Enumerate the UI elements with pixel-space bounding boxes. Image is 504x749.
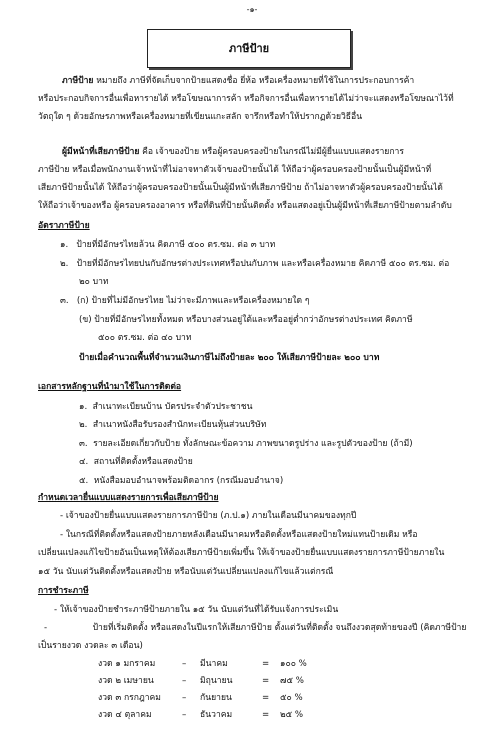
- rate-text-2-cont: ๒๐ บาท: [79, 277, 109, 287]
- payment-line-2: [44, 624, 466, 633]
- document-item-text: สถานที่ติดตั้งหรือแสดงป้าย: [93, 457, 193, 467]
- rate-number-2: ๒.: [60, 259, 69, 269]
- taxpayer-line-1: [62, 148, 404, 157]
- payment-heading: การชำระภาษี: [38, 586, 89, 596]
- document-item-text: สำเนาทะเบียนบ้าน บัตรประจำตัวประชาชน: [92, 402, 253, 412]
- payment-line-1: - ให้เจ้าของป้ายชำระภาษีป้ายภายใน ๑๕ วัน นับแต่วันที่ได้รับแจ้งการประเมิน: [54, 605, 339, 615]
- quarter-table: [98, 656, 324, 724]
- document-item: [79, 440, 413, 449]
- intro-line-2: หรือประกอบกิจการอื่นเพื่อหารายได้ หรือโฆษณาการค้า หรือกิจการอื่นเพื่อหารายได้ไม่ว่าจะแสดงหรือโฆษณาไว้ที่: [38, 94, 454, 104]
- documents-heading: เอกสารหลักฐานที่นำมาใช้ในการติดต่อ: [38, 382, 182, 392]
- quarter-label: งวด ๑ มกราคม: [98, 659, 156, 670]
- payment-dash: -: [44, 623, 48, 633]
- payment-line-3: เป็นรายงวด งวดละ ๓ เดือน): [38, 641, 143, 651]
- document-item: [79, 458, 193, 467]
- quarter-end: มีนาคม: [200, 659, 228, 670]
- rate-item-2: [60, 260, 449, 269]
- quarter-row: [98, 690, 324, 707]
- minimum-tax-note: ป้ายเมื่อคำนวณพื้นที่จำนวนเงินภาษีไม่ถึงป้ายละ ๒๐๐ ให้เสียภาษีป้ายละ ๒๐๐ บาท: [79, 353, 380, 363]
- deadline-heading: กำหนดเวลายื่นแบบแสดงรายการเพื่อเสียภาษีป้าย: [38, 493, 219, 503]
- quarter-pct: ๕๐ %: [280, 693, 303, 704]
- quarter-eq: =: [262, 676, 270, 687]
- rate-number-1: ๑.: [60, 240, 69, 250]
- quarter-dash: –: [182, 710, 187, 721]
- quarter-end: มิถุนายน: [200, 676, 233, 687]
- intro-line-3: วัตถุใด ๆ ด้วยอักษรภาพหรือเครื่องหมายที่เขียนแกะสลัก จารึกหรือทำให้ปรากฏด้วยวิธีอื่น: [38, 112, 363, 122]
- document-item: [79, 421, 266, 430]
- taxpayer-text-1: คือ เจ้าของป้าย หรือผู้ครอบครองป้ายในกรณีไม่มีผู้ยื่นแบบแสดงรายการ: [142, 147, 404, 157]
- page-number: -๑-: [246, 5, 258, 14]
- document-item-number: ๕.: [79, 476, 89, 486]
- rate-text-1: ป้ายที่มีอักษรไทยล้วน คิดภาษี ๕๐๐ ตร.ซม. ต่อ ๓ บาท: [76, 240, 276, 250]
- document-item-number: ๔.: [79, 457, 89, 467]
- rate-text-3a: (ก) ป้ายที่ไม่มีอักษรไทย ไม่ว่าจะมีภาพและหรือเครื่องหมายใด ๆ: [76, 296, 310, 306]
- quarter-label: งวด ๒ เมษายน: [98, 676, 154, 687]
- document-item-number: ๓.: [79, 439, 88, 449]
- quarter-dash: –: [182, 693, 187, 704]
- rate-item-1: [60, 241, 275, 250]
- taxpayer-line-4: ให้ถือว่าเจ้าของหรือ ผู้ครอบครองอาคาร หรือที่ดินที่ป้ายนั้นติดตั้ง หรือแสดงอยู่เป็นผู้มีหน้าที่เสียภาษีป้ายตามลำดับ: [38, 201, 452, 211]
- intro-text-1: หมายถึง ภาษีที่จัดเก็บจากป้ายแสดงชื่อ ยี่ห้อ หรือเครื่องหมายที่ใช้ในการประกอบการค้า: [96, 76, 415, 86]
- taxpayer-line-3: เสียภาษีป้ายนั้นได้ ให้ถือว่าผู้ครอบครองป้ายนั้นเป็นผู้มีหน้าที่เสียภาษีป้าย ถ้าไม่อาจหาตัวผู้ครอบครองป้ายนั้นได้: [38, 183, 443, 193]
- quarter-label: งวด ๓ กรกฎาคม: [98, 693, 161, 704]
- taxpayer-line-2: ภาษีป้าย หรือเมื่อพนักงานเจ้าหน้าที่ไม่อาจหาตัวเจ้าของป้ายนั้นได้ ให้ถือว่าผู้ครอบครองป้ายนั้นเป็นผู้มีหน้าที่: [38, 165, 432, 175]
- quarter-pct: ๑๐๐ %: [280, 659, 307, 670]
- quarter-label: งวด ๔ ตุลาคม: [98, 710, 152, 721]
- rates-heading: อัตราภาษีป้าย: [38, 221, 90, 231]
- rate-number-3: ๓.: [60, 296, 69, 306]
- intro-term: ภาษีป้าย: [62, 76, 94, 86]
- quarter-row: [98, 656, 324, 673]
- payment-text-2: ป้ายที่เริ่มติดตั้ง หรือแสดงในปีแรกให้เสียภาษีป้าย ตั้งแต่วันที่ติดตั้ง จนถึงงวดสุดท้ายของปี (คิดภาษีป้าย: [92, 623, 467, 633]
- deadline-line-4: ๑๕ วัน นับแต่วันติดตั้งหรือแสดงป้าย หรือนับแต่วันเปลี่ยนแปลงแก้ไขแล้วแต่กรณี: [38, 567, 334, 577]
- quarter-eq: =: [262, 659, 270, 670]
- quarter-end: กันยายน: [200, 693, 232, 704]
- document-item: [79, 477, 283, 486]
- document-item-text: หนังสือมอบอำนาจพร้อมติดอากร (กรณีมอบอำนาจ): [93, 476, 284, 486]
- rate-text-3b-cont: ๕๐๐ ตร.ซม. ต่อ ๔๐ บาท: [98, 333, 192, 343]
- quarter-pct: ๒๕ %: [280, 710, 304, 721]
- rate-text-2: ป้ายที่มีอักษรไทยปนกับอักษรต่างประเทศหรือปนกับภาพ และหรือเครื่องหมาย คิดภาษี ๕๐๐ ตร.ซม. ต่อ: [76, 259, 450, 269]
- quarter-row: [98, 707, 324, 724]
- intro-line-1: [62, 77, 414, 86]
- quarter-row: [98, 673, 324, 690]
- page-title: ภาษีป้าย: [147, 29, 351, 68]
- deadline-line-3: เปลี่ยนแปลงแก้ไขป้ายอันเป็นเหตุให้ต้องเสียภาษีป้ายเพิ่มขึ้น ให้เจ้าของป้ายยื่นแบบแสดงรายการภาษีป้ายภายใน: [38, 548, 445, 558]
- document-item-number: ๑.: [79, 402, 88, 412]
- document-item: [79, 403, 253, 412]
- quarter-dash: –: [182, 676, 187, 687]
- quarter-eq: =: [262, 710, 270, 721]
- taxpayer-term: ผู้มีหน้าที่เสียภาษีป้าย: [62, 147, 140, 157]
- quarter-end: ธันวาคม: [200, 710, 233, 721]
- deadline-line-1: - เจ้าของป้ายยื่นแบบแสดงรายการภาษีป้าย (ภ.ป.๑) ภายในเดือนมีนาคมของทุกปี: [60, 511, 357, 521]
- document-item-text: สำเนาหนังสือรับรองสำนักทะเบียนหุ้นส่วนบริษัท: [92, 420, 267, 430]
- document-item-number: ๒.: [79, 420, 88, 430]
- quarter-pct: ๗๕ %: [280, 676, 304, 687]
- rate-text-3b: (ข) ป้ายที่มีอักษรไทยทั้งหมด หรือบางส่วนอยู่ใต้และหรืออยู่ต่ำกว่าอักษรต่างประเทศ คิดภาษี: [79, 315, 413, 325]
- deadline-line-2: - ในกรณีที่ติดตั้งหรือแสดงป้ายภายหลังเดือนมีนาคมหรือติดตั้งหรือแสดงป้ายใหม่แทนป้ายเดิม หรือ: [60, 530, 418, 540]
- document-item-text: รายละเอียดเกี่ยวกับป้าย ทั้งลักษณะข้อความ ภาพขนาดรูปร่าง และรูปตัวของป้าย (ถ้ามี): [93, 439, 413, 449]
- rate-item-3a: [60, 297, 309, 306]
- quarter-eq: =: [262, 693, 270, 704]
- quarter-dash: –: [182, 659, 187, 670]
